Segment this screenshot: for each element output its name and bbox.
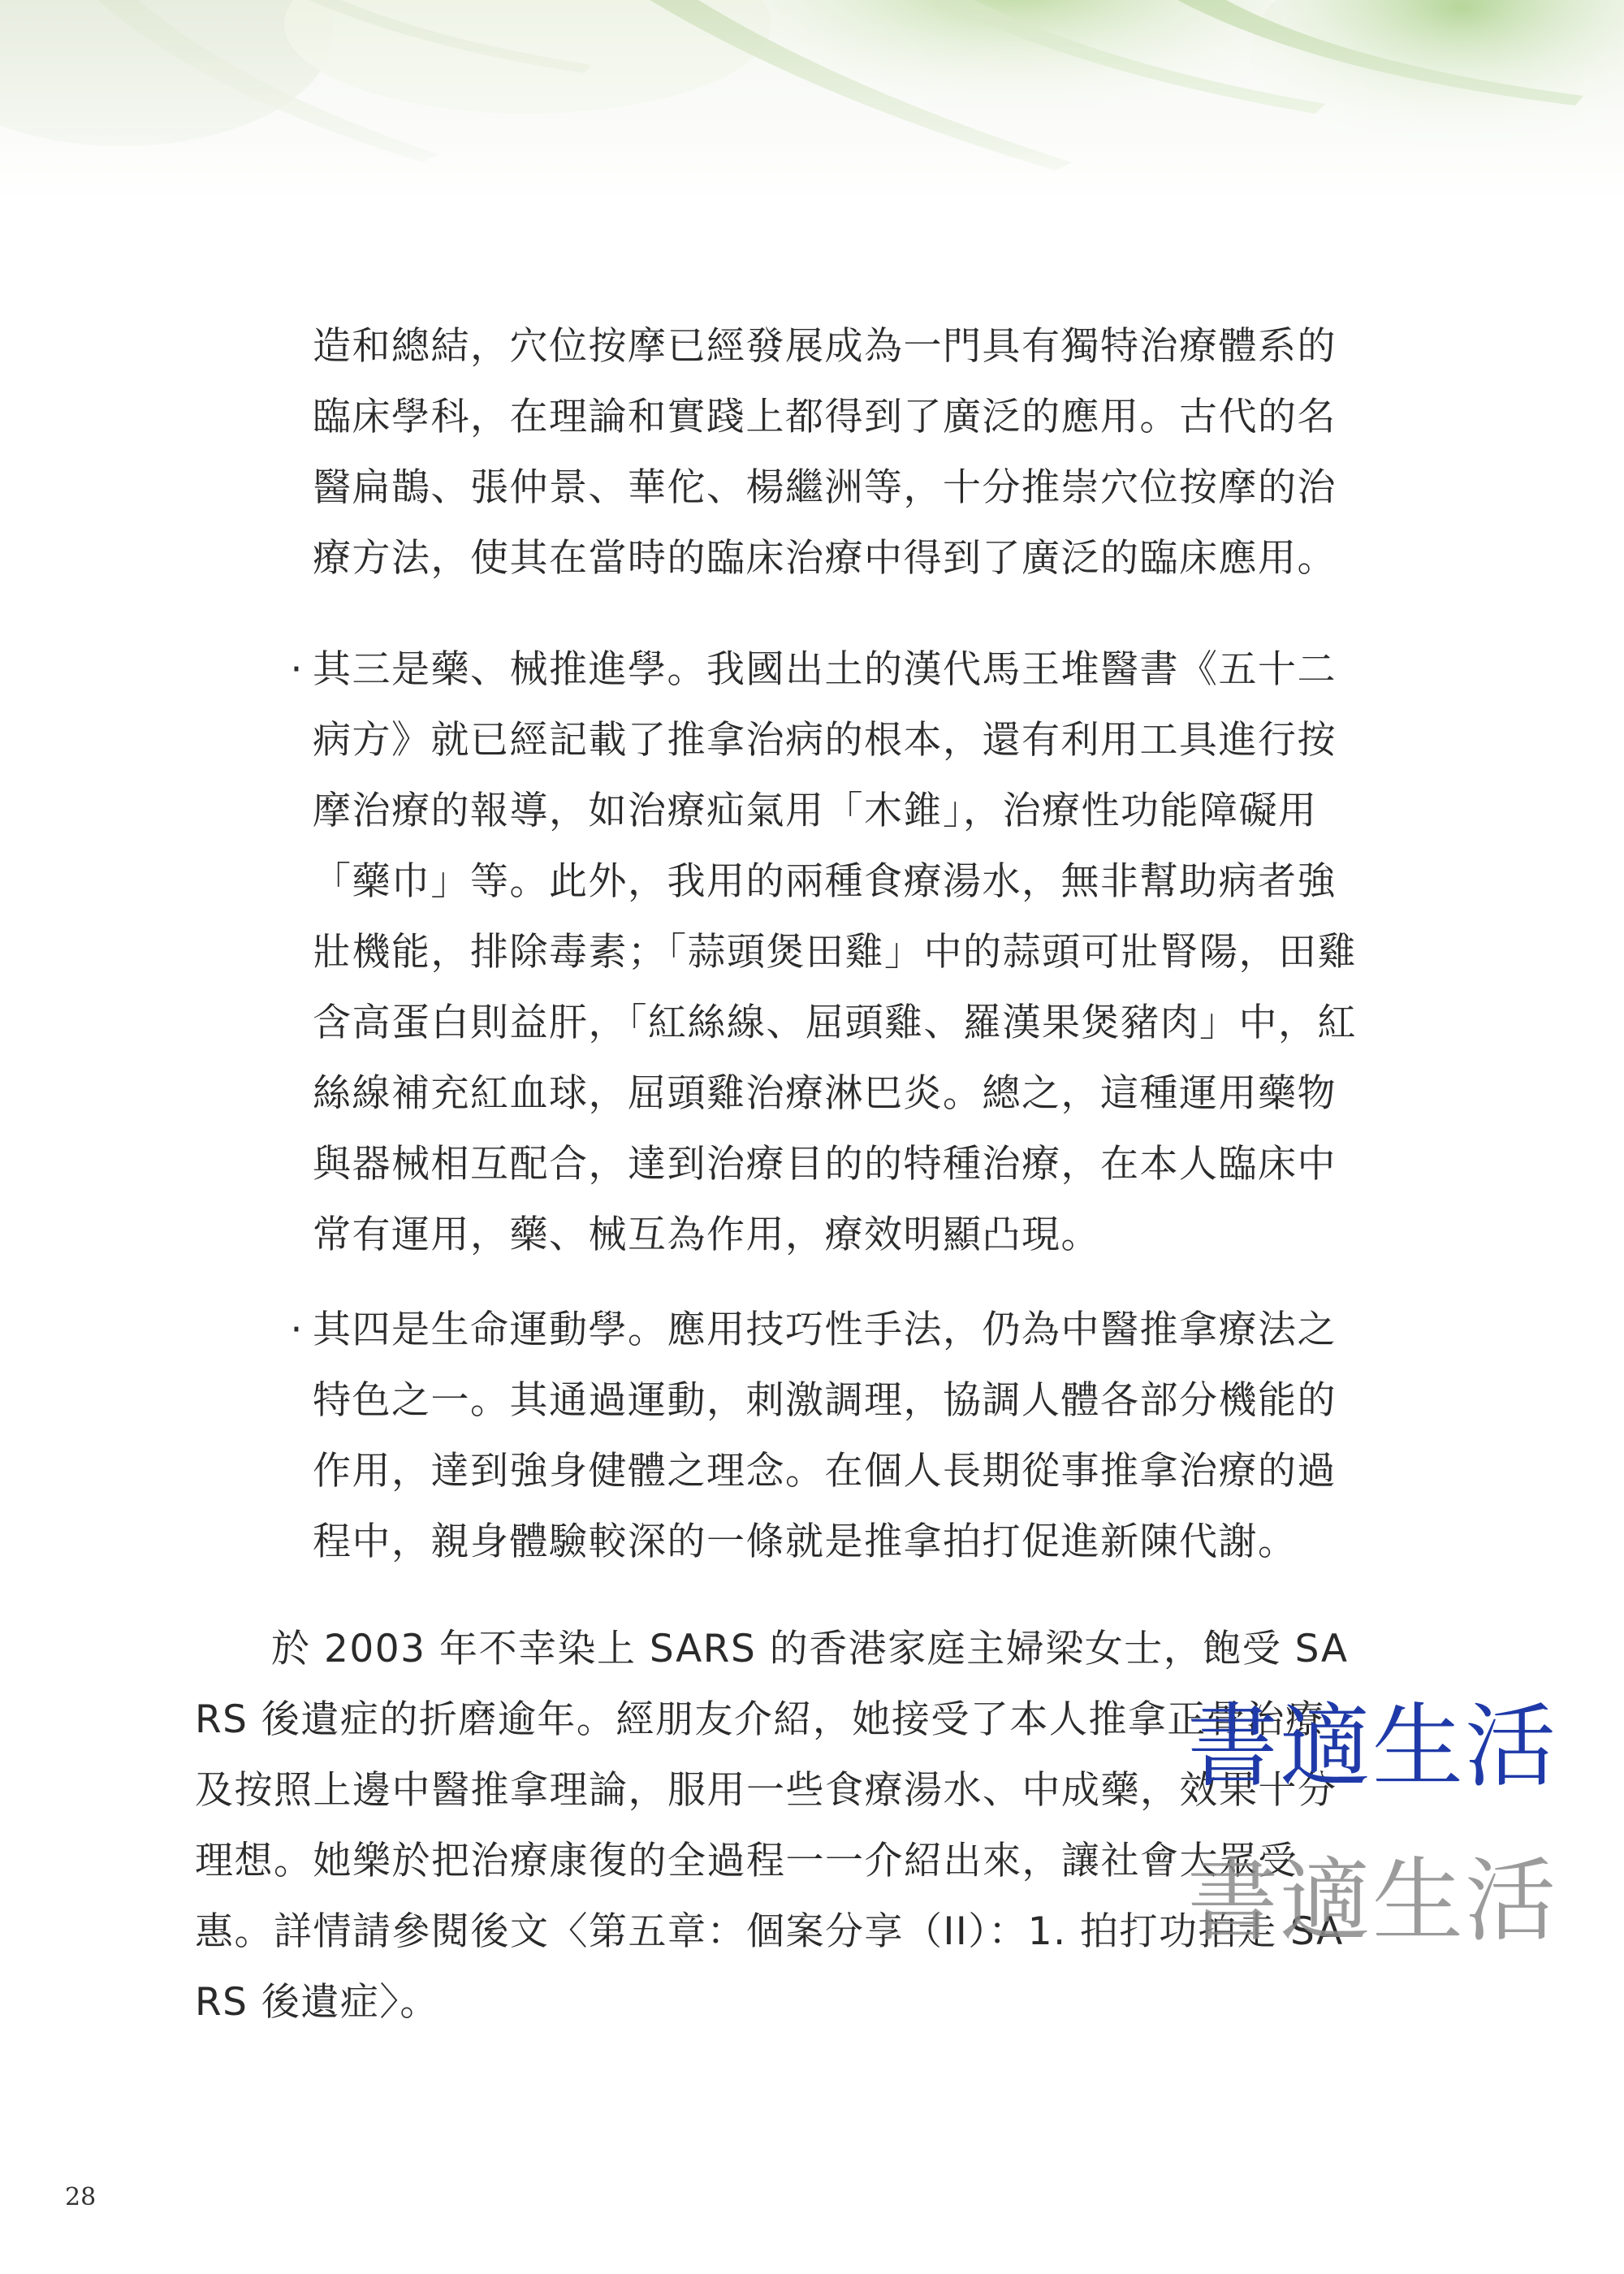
intro-paragraph: 造和總結，穴位按摩已經發展成為一門具有獨特治療體系的臨床學科，在理論和實踐上都得到了廣泛的應用。古代的名醫扁鵲、張仲景、華佗、楊繼洲等，十分推崇穴位按摩的治療方法，使其在當時的臨床治療中得到了廣泛的臨床應用。 [313,324,1337,581]
bullet-item-four [280,1295,1360,1571]
bullet-text: 其四是生命運動學。應用技巧性手法，仍為中醫推拿療法之特色之一。其通過運動，刺激調理，協調人體各部分機能的作用，達到強身健體之理念。在個人長期從事推拿治療的過程中，親身體驗較深的一條就是推拿拍打促進新陳代謝。 [313,1308,1337,1564]
page-number: 28 [65,2183,97,2211]
header-leaf-image [0,0,1624,203]
bullet-text: 其三是藥、械推進學。我國出土的漢代馬王堆醫書《五十二病方》就已經記載了推拿治病的根本，還有利用工具進行按摩治療的報導，如治療疝氣用「木錐」，治療性功能障礙用「藥巾」等。此外，我用的兩種食療湯水，無非幫助病者強壯機能，排除毒素；「蒜頭煲田雞」中的蒜頭可壯腎陽，田雞含高蛋白則益肝，「紅絲線、屈頭雞、羅漢果煲豬肉」中，紅絲線補充紅血球，屈頭雞治療淋巴炎。總之，這種運用藥物與器械相互配合，達到治療目的的特種治療，在本人臨床中常有運用，藥、械互為作用，療效明顯凸現。 [313,647,1357,1257]
watermark-logo-shadow: 書適生活 [1187,1848,1557,1954]
watermark-logo: 書適生活 [1187,1694,1557,1800]
case-paragraph: 於 2003 年不幸染上 SARS 的香港家庭主婦梁女士，飽受 SARS 後遺症的折磨逾年。經朋友介紹，她接受了本人推拿正骨治療及按照上邊中醫推拿理論，服用一些食療湯水、中成藥，效果十分理想。她樂於把治療康復的全過程一一介紹出來，讓社會大眾受惠。詳情請參閱後文〈第五章：個案分享（II）：1. 拍打功拍走 SARS 後遺症〉。 [195,1627,1349,2025]
bullet-marker: · [290,1308,303,1352]
bullet-marker: · [290,647,303,692]
leaf-photo-icon [0,0,1624,203]
bullet-item-three [280,634,1360,1257]
